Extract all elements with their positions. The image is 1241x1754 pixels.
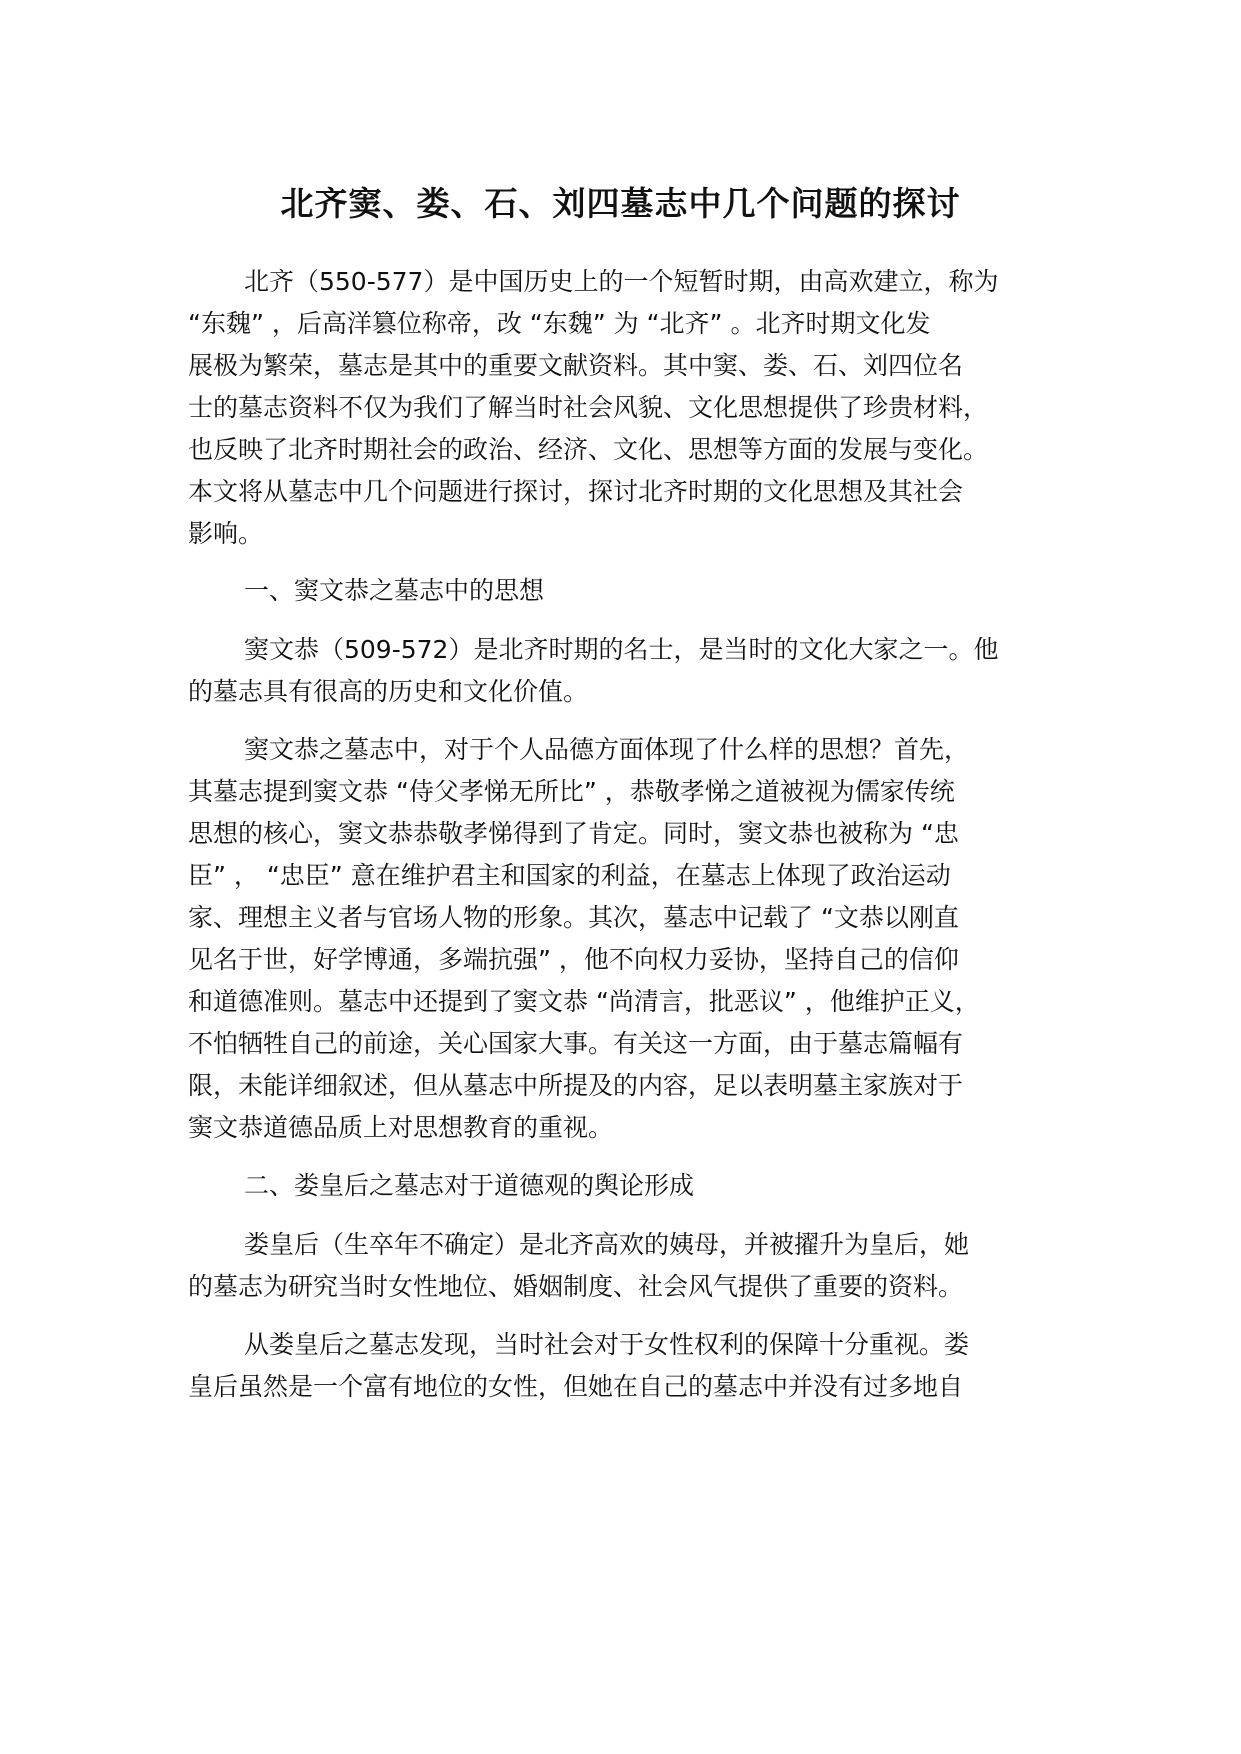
paragraph-line: 士的墓志资料不仅为我们了解当时社会风貌、文化思想提供了珍贵材料，: [188, 393, 989, 422]
paragraph-line: 和道德准则。墓志中还提到了窦文恭 “尚清言，批恶议” ，他维护正义，: [188, 987, 980, 1016]
paragraph-line: 也反映了北齐时期社会的政治、经济、文化、思想等方面的发展与变化。: [188, 435, 989, 464]
paragraph-line: 本文将从墓志中几个问题进行探讨，探讨北齐时期的文化思想及其社会: [188, 477, 964, 506]
paragraph-line: 从娄皇后之墓志发现，当时社会对于女性权利的保障十分重视。娄: [244, 1330, 970, 1359]
paragraph-line: 家、理想主义者与官场人物的形象。其次，墓志中记载了 “文恭以刚直: [188, 903, 959, 932]
paragraph-line: 娄皇后（生卒年不确定）是北齐高欢的姨母，并被擢升为皇后，她: [244, 1230, 970, 1259]
paragraph-line: 臣” ， “忠臣” 意在维护君主和国家的利益，在墓志上体现了政治运动: [188, 861, 951, 890]
paragraph-line: 不怕牺牲自己的前途，关心国家大事。有关这一方面，由于墓志篇幅有: [188, 1029, 964, 1058]
paragraph-line: 限，未能详细叙述，但从墓志中所提及的内容，足以表明墓主家族对于: [188, 1071, 964, 1100]
paragraph-line: 见名于世，好学博通，多端抗强” ，他不向权力妥协，坚持自己的信仰: [188, 945, 959, 974]
paragraph-line: 其墓志提到窦文恭 “侍父孝悌无所比” ，恭敬孝悌之道被视为儒家传统: [188, 777, 955, 806]
paragraph-line: 北齐（550-577）是中国历史上的一个短暂时期，由高欢建立，称为: [244, 267, 999, 296]
paragraph-line: 窦文恭之墓志中，对于个人品德方面体现了什么样的思想？首先，: [244, 735, 970, 764]
document-title: 北齐窦、娄、石、刘四墓志中几个问题的探讨: [280, 184, 961, 223]
paragraph-line: 的墓志具有很高的历史和文化价值。: [188, 677, 589, 706]
paragraph-line: 窦文恭道德品质上对思想教育的重视。: [188, 1113, 614, 1142]
paragraph-line: 的墓志为研究当时女性地位、婚姻制度、社会风气提供了重要的资料。: [188, 1272, 964, 1301]
paragraph-line: 皇后虽然是一个富有地位的女性，但她在自己的墓志中并没有过多地自: [188, 1372, 964, 1401]
paragraph-line: 窦文恭（509-572）是北齐时期的名士，是当时的文化大家之一。他: [244, 635, 999, 664]
section-heading: 一、窦文恭之墓志中的思想: [244, 576, 545, 605]
paragraph-line: 展极为繁荣，墓志是其中的重要文献资料。其中窦、娄、石、刘四位名: [188, 351, 964, 380]
paragraph-line: 思想的核心，窦文恭恭敬孝悌得到了肯定。同时，窦文恭也被称为 “忠: [188, 819, 959, 848]
paragraph-line: “东魏” ，后高洋篡位称帝，改 “东魏” 为 “北齐” 。北齐时期文化发: [188, 309, 931, 338]
paragraph-line: 影响。: [188, 519, 264, 548]
section-heading: 二、娄皇后之墓志对于道德观的舆论形成: [244, 1171, 695, 1200]
